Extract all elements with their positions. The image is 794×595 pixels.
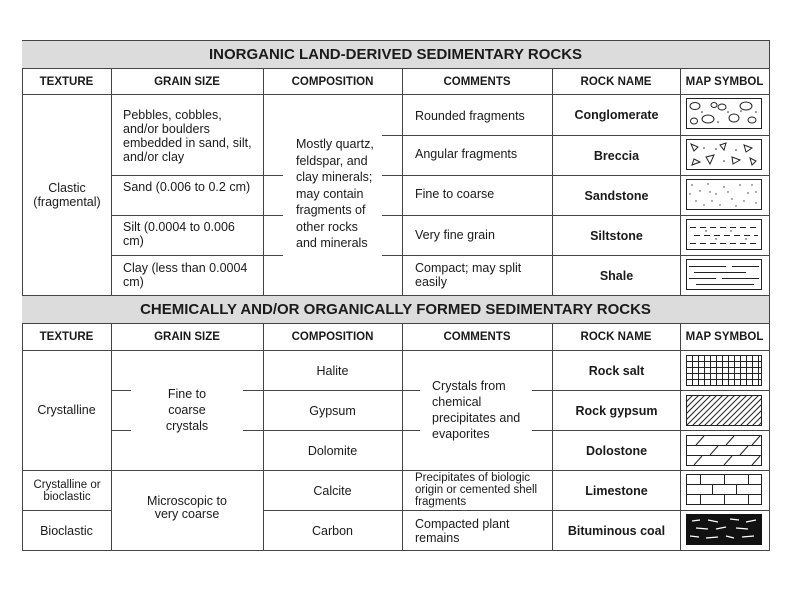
composition-clastic: Mostly quartz, feldspar, and clay minerals; may contain fragments of other rocks and minerals (296, 137, 374, 250)
sandstone-symbol (686, 179, 762, 210)
rock-shale: Shale (599, 268, 634, 283)
comment-crystals: Crystals from chemical precipitates and evaporites (432, 379, 521, 441)
texture-crystalline: Crystalline (37, 403, 96, 417)
rock-rock-salt: Rock salt (588, 363, 645, 378)
header-texture-2: TEXTURE (39, 331, 94, 343)
composition-gypsum: Gypsum (309, 403, 356, 418)
header-grain-size: GRAIN SIZE (154, 75, 220, 88)
texture-crystalline-or-bioclastic: Crystalline or bioclastic (33, 478, 101, 503)
chemical-section-title: CHEMICALLY AND/OR ORGANICALLY FORMED SEDIMENTARY ROCKS (22, 296, 769, 323)
rock-sandstone: Sandstone (584, 188, 649, 203)
header-map-symbol-2: MAP SYMBOL (685, 331, 764, 343)
header-grain-size-2: GRAIN SIZE (154, 331, 220, 343)
rock-breccia: Breccia (593, 148, 640, 163)
dolostone-symbol (686, 435, 762, 466)
texture-bioclastic: Bioclastic (40, 523, 93, 538)
header-composition-2: COMPOSITION (291, 331, 374, 343)
rock-siltstone: Siltstone (590, 228, 643, 243)
grain-size-fine-to-coarse: Fine to coarse crystals (165, 387, 209, 433)
comment-rounded: Rounded fragments (415, 109, 525, 123)
header-composition: COMPOSITION (291, 75, 374, 88)
breccia-symbol (686, 139, 762, 170)
rock-rock-gypsum: Rock gypsum (575, 403, 658, 418)
grain-size-sand: Sand (0.006 to 0.2 cm) (123, 180, 251, 194)
comment-fine-to-coarse: Fine to coarse (415, 187, 495, 201)
texture-clastic: Clastic (fragmental) (33, 181, 101, 209)
comment-compacted: Compacted plant remains (415, 517, 510, 545)
bituminous-coal-symbol (686, 514, 762, 545)
comment-very-fine: Very fine grain (415, 228, 495, 242)
header-rock-name-2: ROCK NAME (580, 331, 652, 343)
comment-precipitates: Precipitates of biologic origin or cemented shell fragments (415, 472, 538, 508)
comment-angular: Angular fragments (415, 147, 518, 161)
composition-calcite: Calcite (313, 483, 352, 498)
header-texture: TEXTURE (39, 75, 94, 88)
grain-size-silt: Silt (0.0004 to 0.006 cm) (123, 220, 235, 248)
limestone-symbol (686, 474, 762, 505)
header-comments-2: COMMENTS (443, 331, 511, 343)
inorganic-section-title: INORGANIC LAND-DERIVED SEDIMENTARY ROCKS (22, 41, 769, 68)
siltstone-symbol (686, 219, 762, 250)
header-map-symbol: MAP SYMBOL (685, 75, 764, 88)
rock-limestone: Limestone (585, 483, 648, 498)
grain-size-pebbles: Pebbles, cobbles, and/or boulders embedded in sand, silt, and/or clay (123, 108, 252, 164)
composition-dolomite: Dolomite (307, 443, 358, 458)
rock-conglomerate: Conglomerate (574, 108, 659, 122)
grain-size-clay: Clay (less than 0.0004 cm) (123, 261, 248, 289)
composition-halite: Halite (316, 363, 349, 378)
conglomerate-symbol (686, 98, 762, 129)
composition-carbon: Carbon (312, 523, 353, 538)
header-rock-name: ROCK NAME (580, 75, 652, 88)
shale-symbol (686, 259, 762, 290)
header-comments: COMMENTS (443, 75, 511, 88)
rock-dolostone: Dolostone (585, 443, 648, 458)
rock-bituminous-coal: Bituminous coal (567, 523, 666, 538)
comment-compact: Compact; may split easily (415, 261, 522, 289)
rock-gypsum-symbol (686, 395, 762, 426)
rock-salt-symbol (686, 355, 762, 386)
grain-size-microscopic: Microscopic to very coarse (147, 494, 227, 521)
